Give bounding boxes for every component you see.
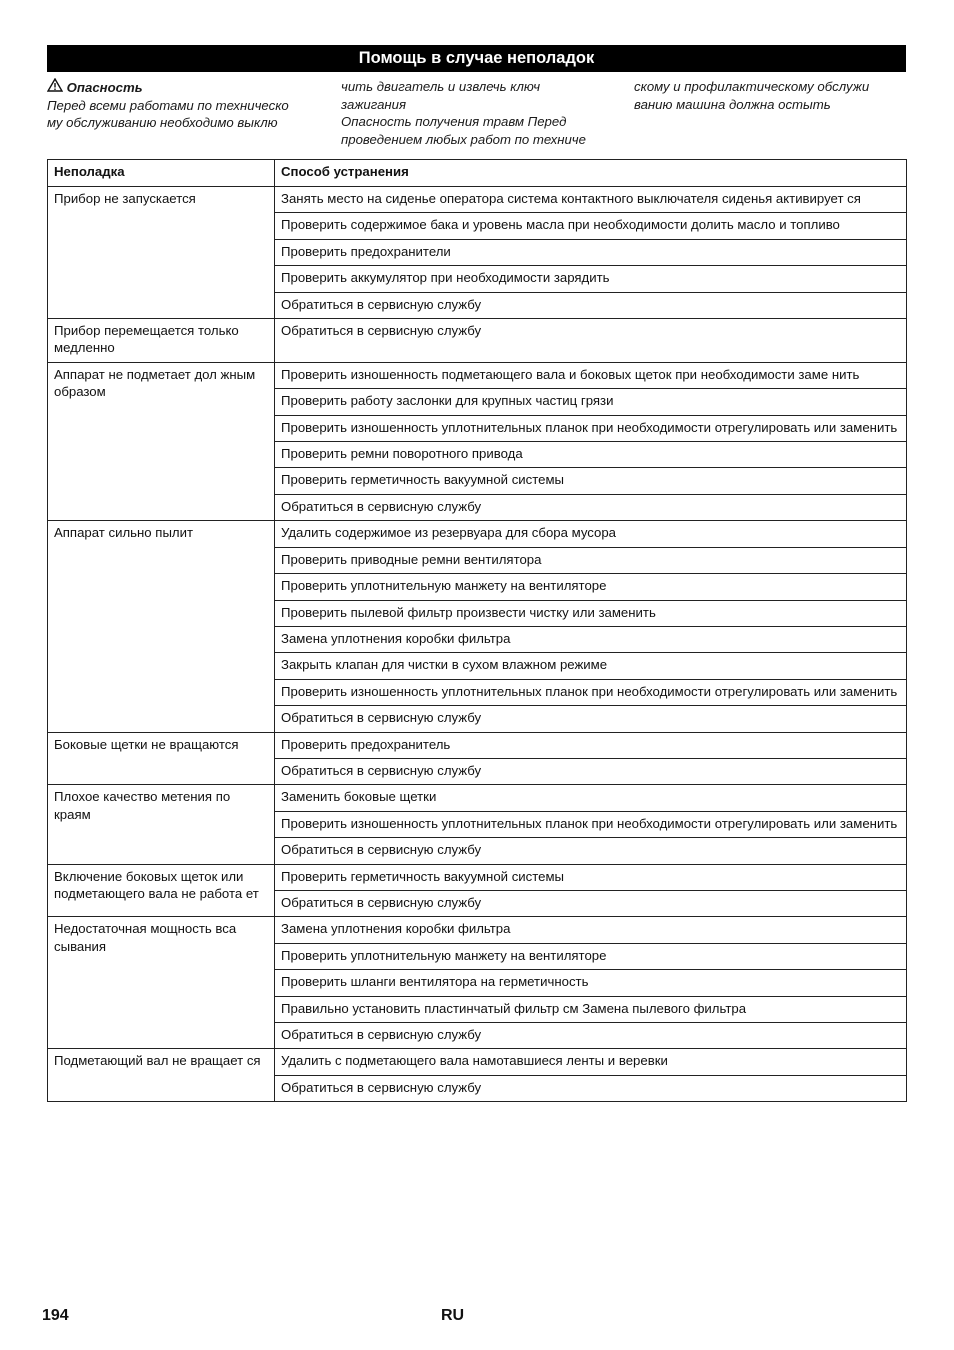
column-header-remedy: Способ устранения [275,160,907,187]
section-title: Помощь в случае неполадок [47,45,906,72]
table-row [48,362,907,388]
remedy-cell: Правильно установить пластинчатый фильтр см Замена пылевого фильтра [275,996,907,1022]
intro-text-line: скому и профилактическому обслужи [634,79,870,94]
remedy-cell: Проверить изношенность уплотнительных планок при необходимости отрегулировать или заменить [275,415,907,441]
remedy-cell: Проверить уплотнительную манжету на вентиляторе [275,943,907,969]
page-number: 194 [42,1307,69,1324]
table-row [48,785,907,811]
fault-cell: Аппарат не подметает дол жным образом [48,362,275,520]
danger-label: Опасность [66,80,143,95]
remedy-cell: Обратиться в сервисную службу [275,1075,907,1101]
remedy-cell: Обратиться в сервисную службу [275,1023,907,1049]
remedy-cell: Обратиться в сервисную службу [275,494,907,520]
remedy-cell: Замена уплотнения коробки фильтра [275,917,907,943]
remedy-cell: Обратиться в сервисную службу [275,706,907,732]
danger-heading [47,78,327,97]
remedy-cell: Обратиться в сервисную службу [275,758,907,784]
remedy-cell: Проверить ремни поворотного привода [275,442,907,468]
remedy-cell: Удалить содержимое из резервуара для сбора мусора [275,521,907,547]
fault-cell: Включение боковых щеток или подметающего вала не работа ет [48,864,275,917]
remedy-cell: Проверить изношенность подметающего вала и боковых щеток при необходимости заме нить [275,362,907,388]
remedy-cell: Проверить предохранители [275,239,907,265]
intro-text-line: ванию машина должна остыть [634,96,831,112]
intro-text-line: чить двигатель и извлечь ключ [341,79,541,94]
remedy-cell: Обратиться в сервисную службу [275,319,907,363]
intro-column-1 [47,78,327,132]
remedy-cell: Проверить предохранитель [275,732,907,758]
intro-column-2 [341,78,621,148]
remedy-cell: Проверить герметичность вакуумной системы [275,864,907,890]
remedy-cell: Проверить изношенность уплотнительных планок при необходимости отрегулировать или заменить [275,679,907,705]
remedy-cell: Проверить изношенность уплотнительных планок при необходимости отрегулировать или заменить [275,811,907,837]
language-code: RU [441,1307,465,1324]
remedy-cell: Проверить уплотнительную манжету на вентиляторе [275,574,907,600]
remedy-cell: Занять место на сиденье оператора система контактного выключателя сиденья активирует ся [275,187,907,213]
table-row [48,917,907,943]
remedy-cell: Обратиться в сервисную службу [275,838,907,864]
fault-cell: Аппарат сильно пылит [48,521,275,732]
table-row [48,1049,907,1075]
column-header-fault: Неполадка [48,160,275,187]
remedy-cell: Заменить боковые щетки [275,785,907,811]
intro-text-line: му обслуживанию необходимо выклю [47,115,278,131]
fault-cell: Подметающий вал не вращает ся [48,1049,275,1102]
fault-cell: Прибор перемещается только медленно [48,319,275,363]
intro-text-line: зажигания [341,96,407,112]
remedy-cell: Замена уплотнения коробки фильтра [275,626,907,652]
warning-triangle-icon [47,78,63,92]
remedy-cell: Проверить приводные ремни вентилятора [275,547,907,573]
remedy-cell: Обратиться в сервисную службу [275,292,907,318]
remedy-cell: Обратиться в сервисную службу [275,890,907,916]
troubleshooting-table [47,159,907,1102]
table-row [48,732,907,758]
intro-text-line: Перед всеми работами по техническо [47,97,289,113]
remedy-cell: Проверить шланги вентилятора на герметичность [275,970,907,996]
remedy-cell: Удалить с подметающего вала намотавшиеся ленты и веревки [275,1049,907,1075]
table-row [48,864,907,890]
fault-cell: Боковые щетки не вращаются [48,732,275,785]
table-body [48,187,907,1102]
intro-column-3 [634,78,906,113]
intro-text-line: Опасность получения травм Перед [341,114,567,130]
table-row [48,521,907,547]
fault-cell: Недостаточная мощность вса сывания [48,917,275,1049]
remedy-cell: Проверить герметичность вакуумной системы [275,468,907,494]
remedy-cell: Закрыть клапан для чистки в сухом влажном режиме [275,653,907,679]
fault-cell: Плохое качество метения по краям [48,785,275,864]
table-header-row [48,160,907,187]
intro-text-line: проведением любых работ по техниче [341,131,586,147]
remedy-cell: Проверить аккумулятор при необходимости зарядить [275,266,907,292]
remedy-cell: Проверить содержимое бака и уровень масла при необходимости долить масло и топливо [275,213,907,239]
table-row [48,319,907,363]
remedy-cell: Проверить работу заслонки для крупных частиц грязи [275,389,907,415]
fault-cell: Прибор не запускается [48,187,275,319]
remedy-cell: Проверить пылевой фильтр произвести чистку или заменить [275,600,907,626]
table-row [48,187,907,213]
